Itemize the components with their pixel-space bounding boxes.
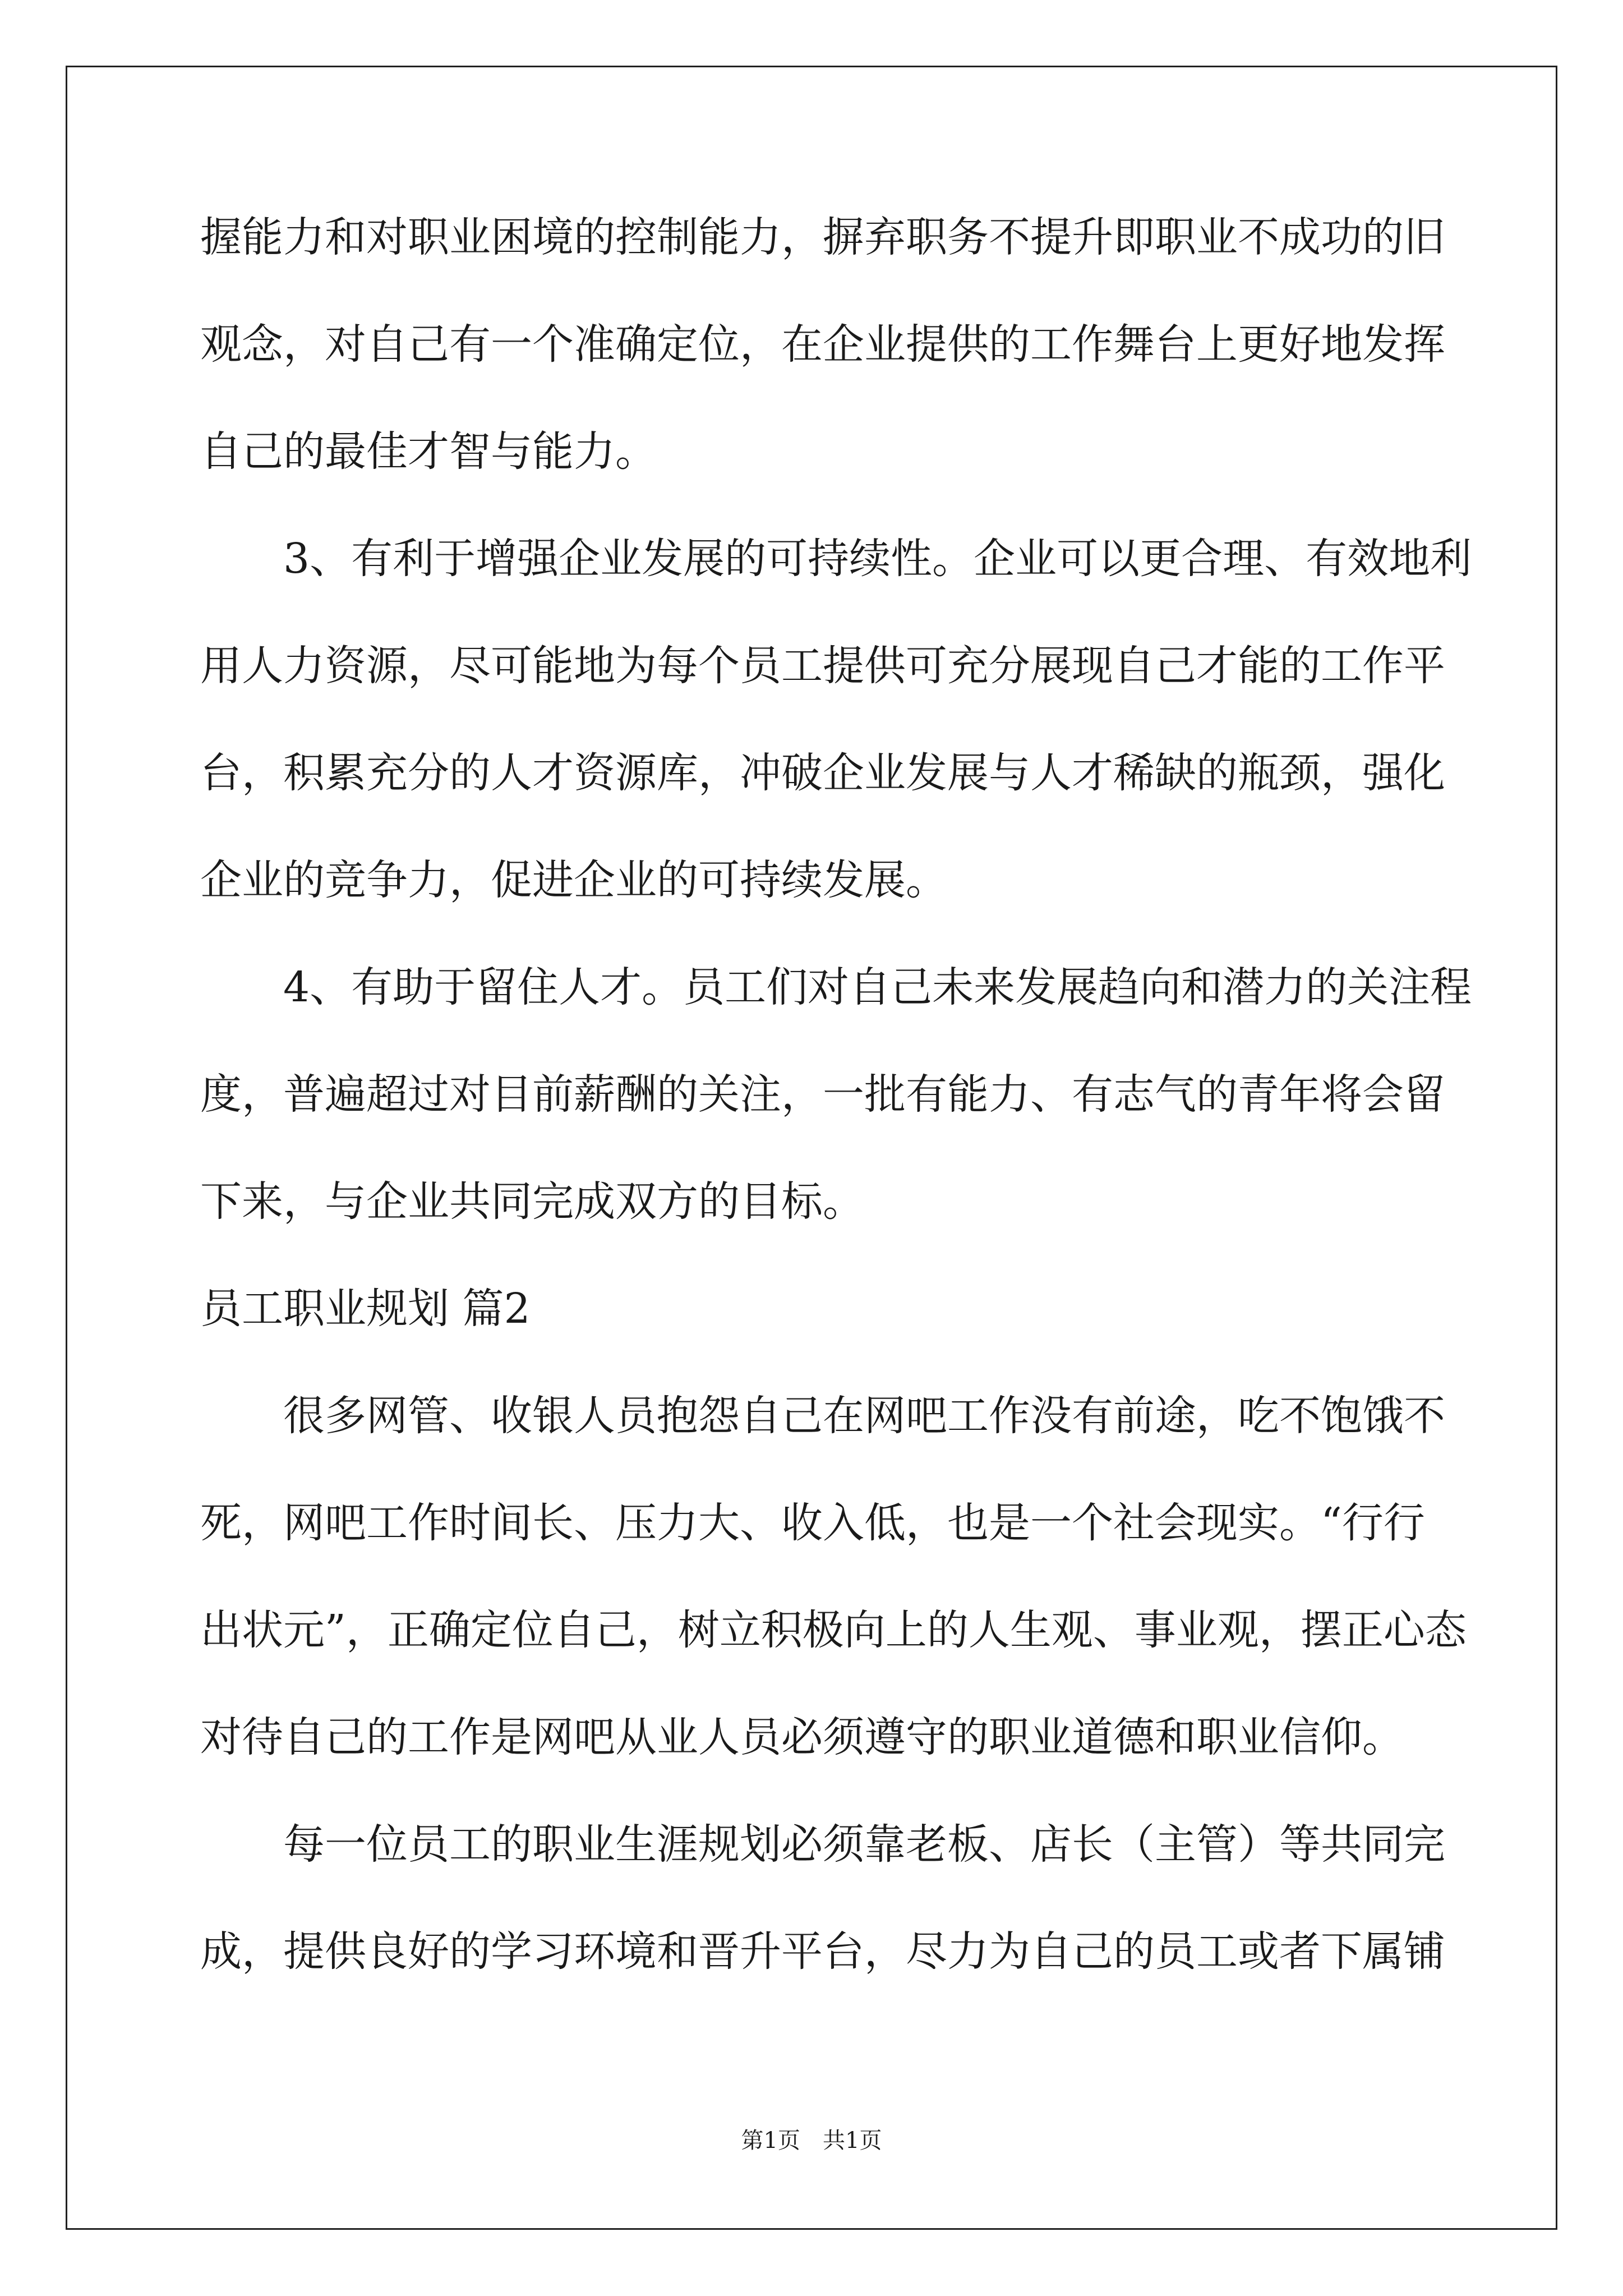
- text-line: 度，普遍超过对目前薪酬的关注，一批有能力、有志气的青年将会留: [200, 1070, 1445, 1119]
- text-line: 很多网管、收银人员抱怨自己在网吧工作没有前途，吃不饱饿不: [200, 1392, 1445, 1440]
- text-line: 握能力和对职业困境的控制能力，摒弃职务不提升即职业不成功的旧: [200, 213, 1445, 261]
- text-line: 下来，与企业共同完成双方的目标。: [200, 1177, 864, 1226]
- text-line: 用人力资源，尽可能地为每个员工提供可充分展现自己才能的工作平: [200, 642, 1445, 690]
- text-line: 企业的竞争力，促进企业的可持续发展。: [200, 856, 947, 904]
- text-line: 3、有利于增强企业发展的可持续性。企业可以更合理、有效地利: [200, 535, 1472, 583]
- text-line: 成，提供良好的学习环境和晋升平台，尽力为自己的员工或者下属铺: [200, 1927, 1445, 1976]
- text-line: 4、有助于留住人才。员工们对自己未来发展趋向和潜力的关注程: [200, 963, 1472, 1011]
- text-line: 出状元”，正确定位自己，树立积极向上的人生观、事业观，摆正心态: [200, 1606, 1467, 1654]
- page-border: [66, 66, 1557, 2230]
- text-line: 每一位员工的职业生涯规划必须靠老板、店长（主管）等共同完: [200, 1820, 1445, 1869]
- text-line: 死，网吧工作时间长、压力大、收入低，也是一个社会现实。“行行: [200, 1499, 1425, 1547]
- text-line: 台，积累充分的人才资源库，冲破企业发展与人才稀缺的瓶颈，强化: [200, 749, 1445, 797]
- text-line: 对待自己的工作是网吧从业人员必须遵守的职业道德和职业信仰。: [200, 1713, 1404, 1761]
- text-line: 自己的最佳才智与能力。: [200, 427, 657, 476]
- page-footer: 第1页 共1页: [741, 2128, 882, 2154]
- text-line: 观念，对自己有一个准确定位，在企业提供的工作舞台上更好地发挥: [200, 320, 1445, 369]
- section-heading: 员工职业规划 篇2: [200, 1285, 531, 1333]
